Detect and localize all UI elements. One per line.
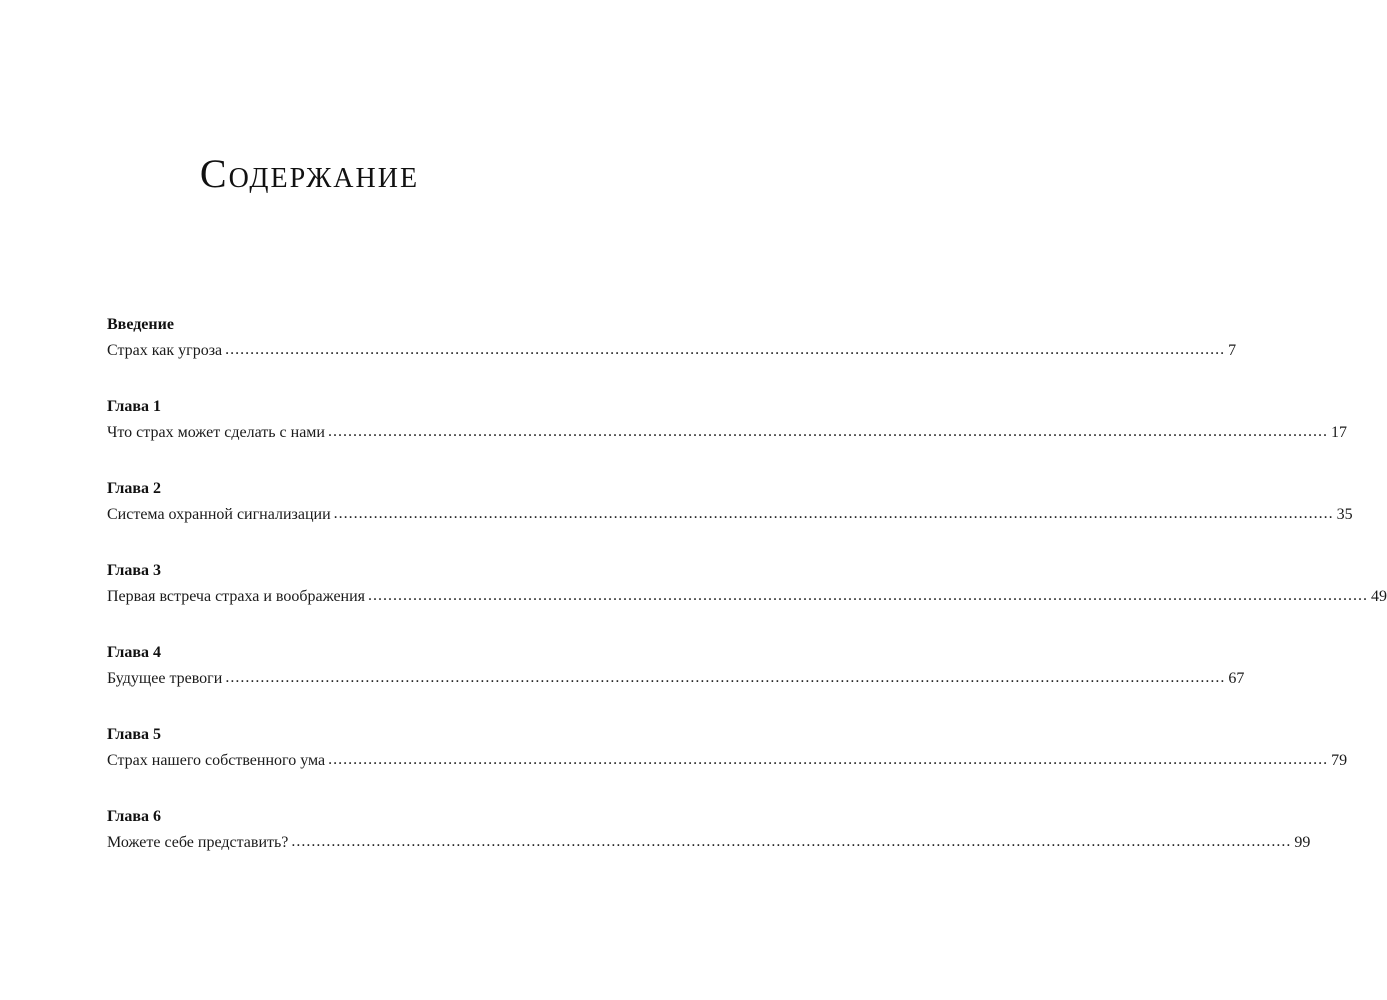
toc-page-number: 79: [1331, 752, 1348, 769]
toc-entry-label: Глава 6: [107, 808, 161, 825]
toc-page-number: 7: [1228, 342, 1237, 359]
toc-entry-title: Что страх может сделать с нами: [107, 424, 325, 441]
dot-leader: ........................................................................................................................................................................................................: [291, 833, 1292, 850]
toc-entry-title: Будущее тревоги: [107, 670, 223, 687]
toc-page-number: 99: [1294, 834, 1311, 851]
toc-page-number: 35: [1336, 506, 1353, 523]
toc-entry-chapter-6: [107, 807, 1311, 889]
toc-entry-chapter-1: [107, 397, 1347, 479]
toc-entry-line: [107, 586, 1387, 608]
toc-entry-title: Страх нашего собственного ума: [107, 752, 326, 769]
page-title: Содержание: [199, 151, 420, 196]
toc-entry-label: Введение: [107, 316, 174, 333]
toc-entry-title: Можете себе представить?: [107, 834, 289, 851]
toc-entry-label: Глава 1: [107, 398, 161, 415]
toc-entry-line: [107, 832, 1311, 854]
dot-leader: ........................................................................................................................................................................................................: [328, 423, 1328, 440]
toc-entry-introduction: [107, 315, 1237, 397]
toc-entry-label: Глава 4: [107, 644, 161, 661]
dot-leader: ........................................................................................................................................................................................................: [333, 505, 1334, 522]
toc-entry-title: Первая встреча страха и воображения: [107, 588, 366, 605]
dot-leader: ........................................................................................................................................................................................................: [225, 669, 1226, 686]
toc-entry-line: [107, 504, 1353, 526]
toc-entry-chapter-2: [107, 479, 1353, 561]
toc-entry-label: Глава 5: [107, 726, 161, 743]
toc-entry-chapter-4: [107, 643, 1245, 725]
toc-entry-chapter-5: [107, 725, 1348, 807]
toc-page-number: 67: [1228, 670, 1245, 687]
toc-entry-chapter-3: [107, 561, 1387, 643]
dot-leader: ........................................................................................................................................................................................................: [368, 587, 1369, 604]
dot-leader: ........................................................................................................................................................................................................: [328, 751, 1329, 768]
toc-page-number: 17: [1331, 424, 1347, 441]
dot-leader: ........................................................................................................................................................................................................: [225, 341, 1226, 358]
toc-entry-line: [107, 750, 1348, 772]
toc-entry-title: Страх как угроза: [107, 342, 223, 359]
toc-entry-line: [107, 422, 1347, 444]
table-of-contents: [107, 315, 1387, 889]
toc-entry-line: [107, 340, 1237, 362]
toc-entry-label: Глава 3: [107, 562, 161, 579]
toc-entry-label: Глава 2: [107, 480, 161, 497]
toc-entry-title: Система охранной сигнализации: [107, 506, 331, 523]
toc-entry-line: [107, 668, 1245, 690]
toc-page-number: 49: [1371, 588, 1387, 605]
